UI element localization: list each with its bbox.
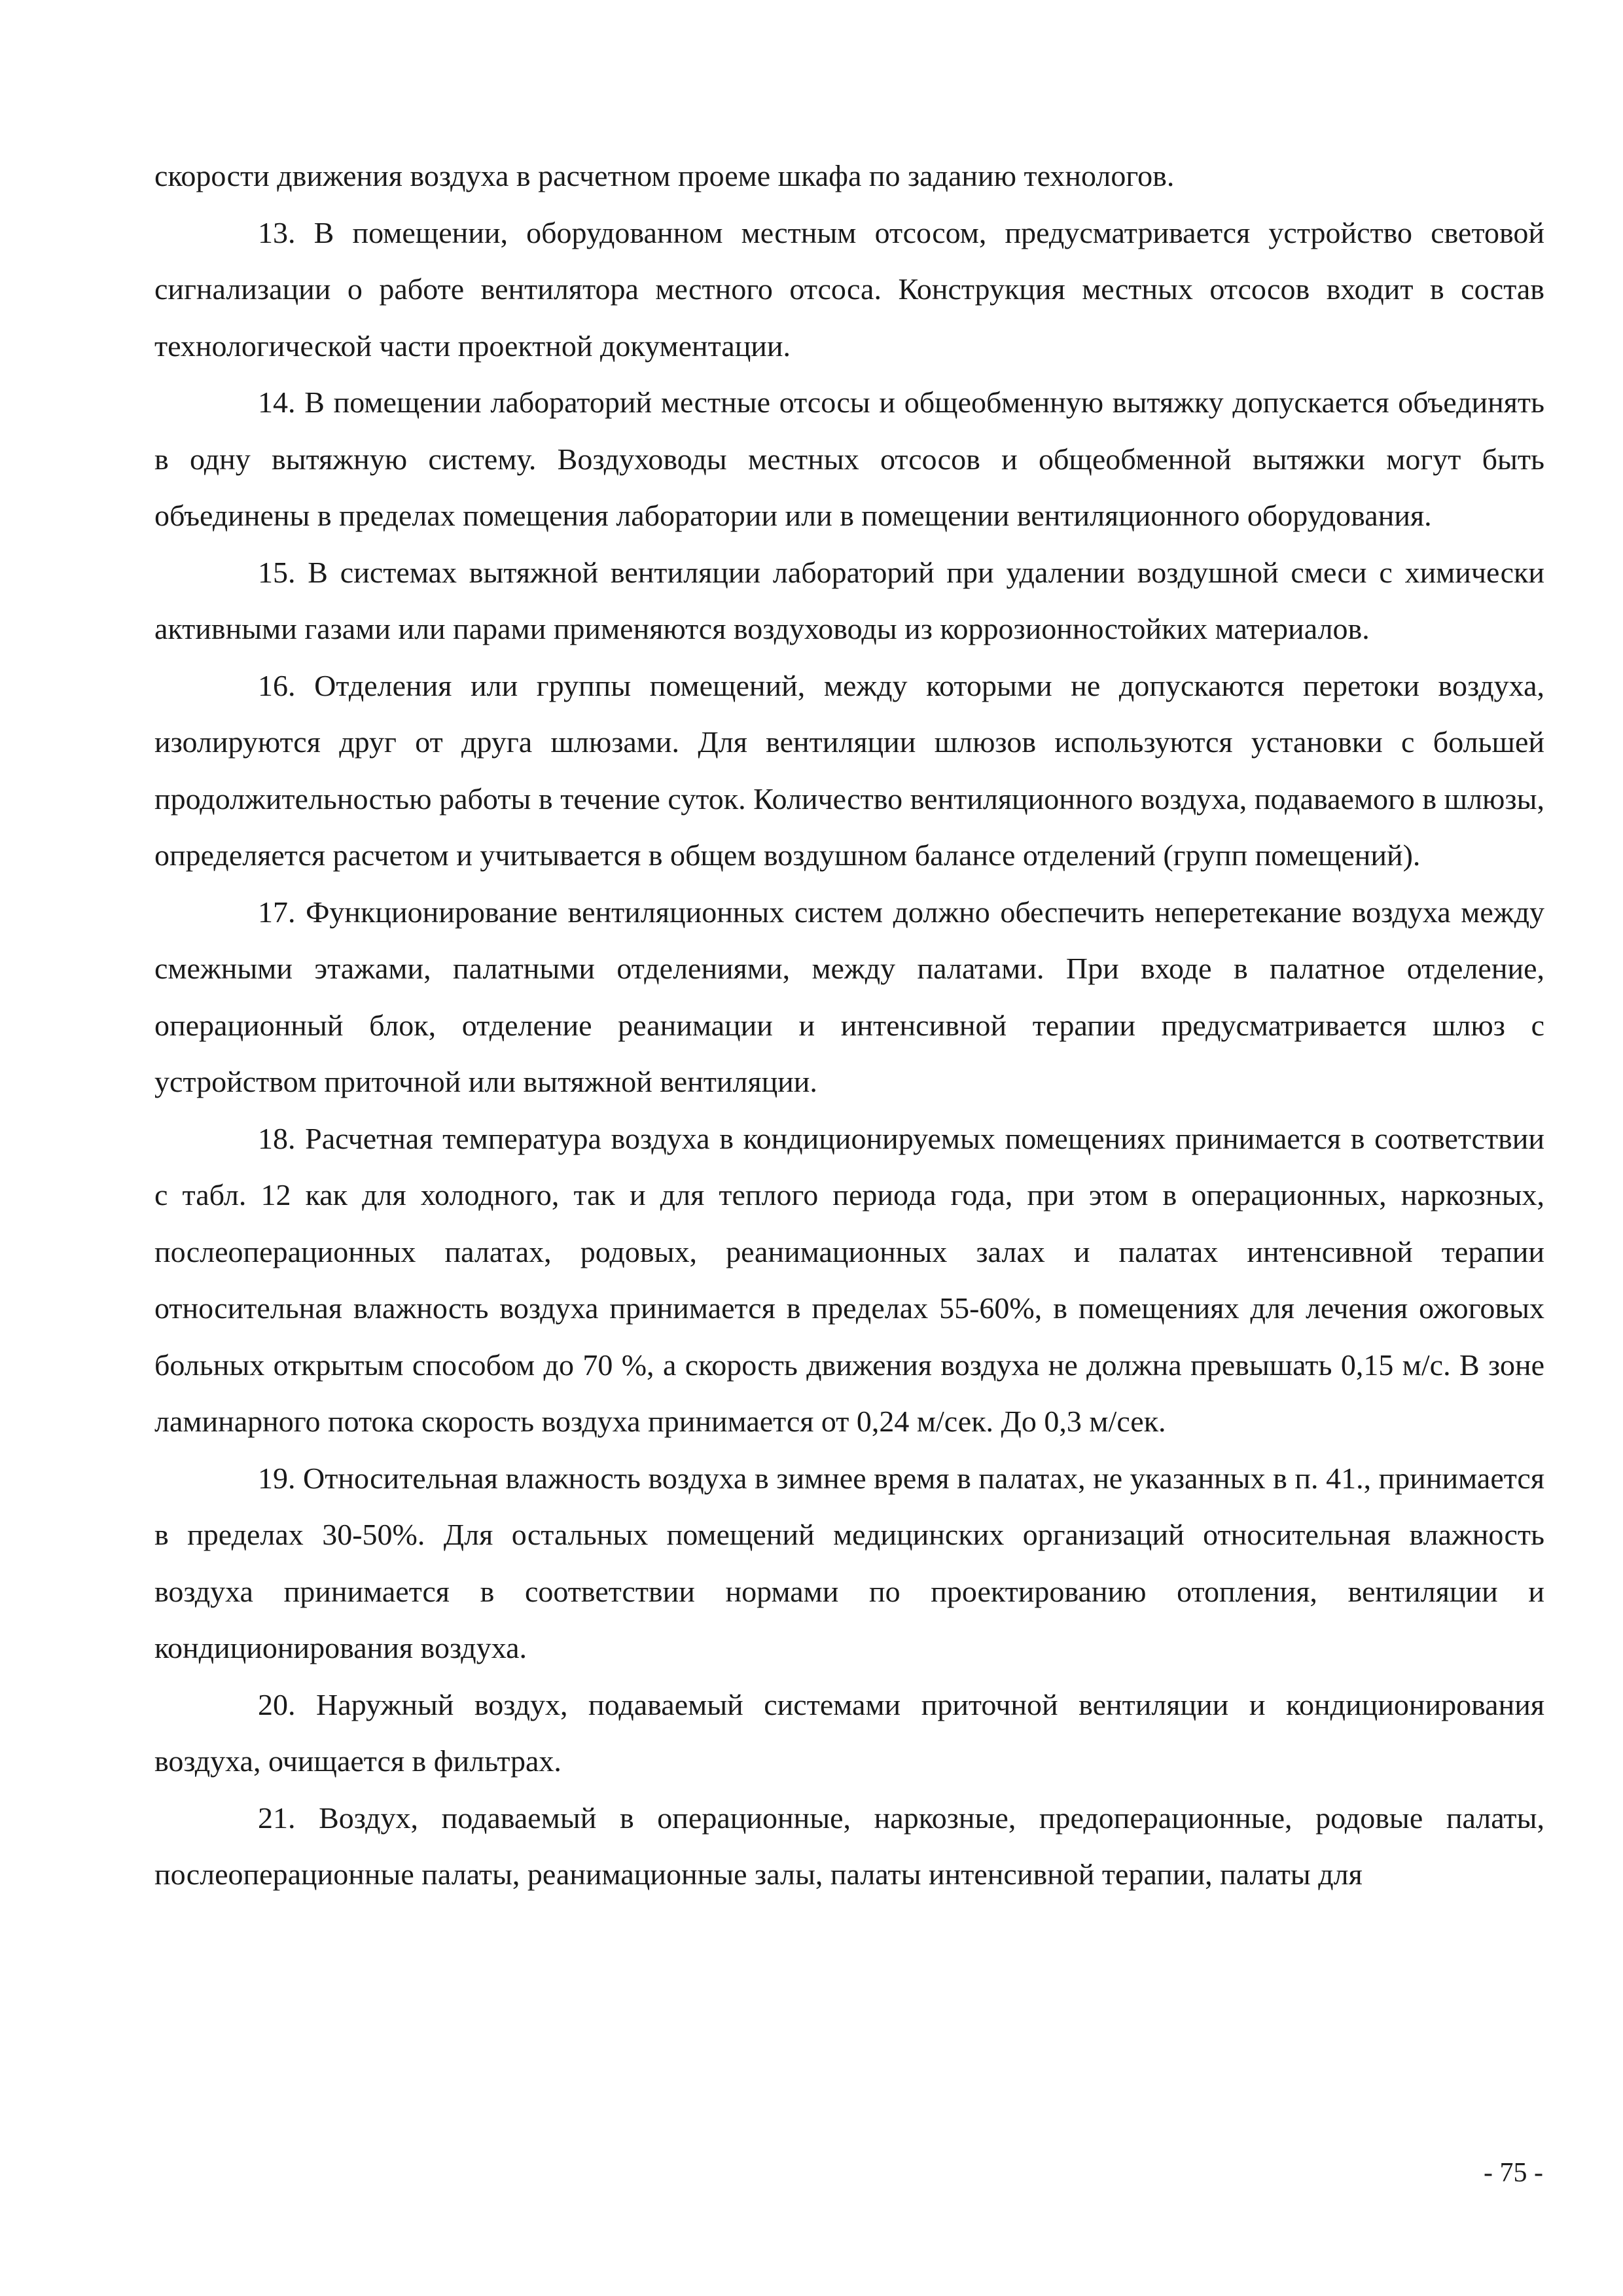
paragraph-17: 17. Функционирование вентиляционных систем должно обеспечить неперетекание воздуха между смежными этажами, палатными отделениями, между палатами. При входе в палатное отделение, операционный блок, отделение реанимации и интенсивной терапии предусматривается шлюз с устройством приточной или вытяжной вентиляции.	[154, 895, 1544, 1098]
document-page	[154, 148, 1544, 1903]
paragraph-15: 15. В системах вытяжной вентиляции лабораторий при удалении воздушной смеси с химически активными газами или парами применяются воздуховоды из коррозионностойких материалов.	[154, 555, 1544, 645]
paragraph-16: 16. Отделения или группы помещений, между которыми не допускаются перетоки воздуха, изолируются друг от друга шлюзами. Для вентиляции шлюзов используются установки с большей продолжительностью работы в течение суток. Количество вентиляционного воздуха, подаваемого в шлюзы, определяется расчетом и учитывается в общем воздушном балансе отделений (групп помещений).	[154, 668, 1544, 872]
paragraph-14: 14. В помещении лабораторий местные отсосы и общеобменную вытяжку допускается объединять в одну вытяжную систему. Воздуховоды местных отсосов и общеобменной вытяжки могут быть объединены в пределах помещения лаборатории или в помещении вентиляционного оборудования.	[154, 386, 1544, 532]
paragraph-13: 13. В помещении, оборудованном местным отсосом, предусматривается устройство световой сигнализации о работе вентилятора местного отсоса. Конструкция местных отсосов входит в состав технологической части проектной документации.	[154, 215, 1544, 363]
page-number: - 75 -	[1484, 2158, 1543, 2188]
paragraph-20: 20. Наружный воздух, подаваемый системами приточной вентиляции и кондиционирования воздуха, очищается в фильтрах.	[154, 1687, 1544, 1778]
paragraph-19: 19. Относительная влажность воздуха в зимнее время в палатах, не указанных в п. 41., принимается в пределах 30-50%. Для остальных помещений медицинских организаций относительная влажность воздуха принимается в соответствии нормами по проектированию отопления, вентиляции и кондиционирования воздуха.	[154, 1461, 1544, 1664]
paragraph-18: 18. Расчетная температура воздуха в кондиционируемых помещениях принимается в соответствии с табл. 12 как для холодного, так и для теплого периода года, при этом в операционных, наркозных, послеоперационных палатах, родовых, реанимационных залах и палатах интенсивной терапии относительная влажность воздуха принимается в пределах 55-60%, в помещениях для лечения ожоговых больных открытым способом до 70 %, а скорость движения воздуха не должна превышать 0,15 м/с. В зоне ламинарного потока скорость воздуха принимается от 0,24 м/сек. До 0,3 м/сек.	[154, 1121, 1544, 1438]
paragraph-12-continuation: скорости движения воздуха в расчетном проеме шкафа по заданию технологов.	[154, 159, 1175, 192]
paragraph-21: 21. Воздух, подаваемый в операционные, наркозные, предоперационные, родовые палаты, послеоперационные палаты, реанимационные залы, палаты интенсивной терапии, палаты для	[154, 1801, 1544, 1891]
